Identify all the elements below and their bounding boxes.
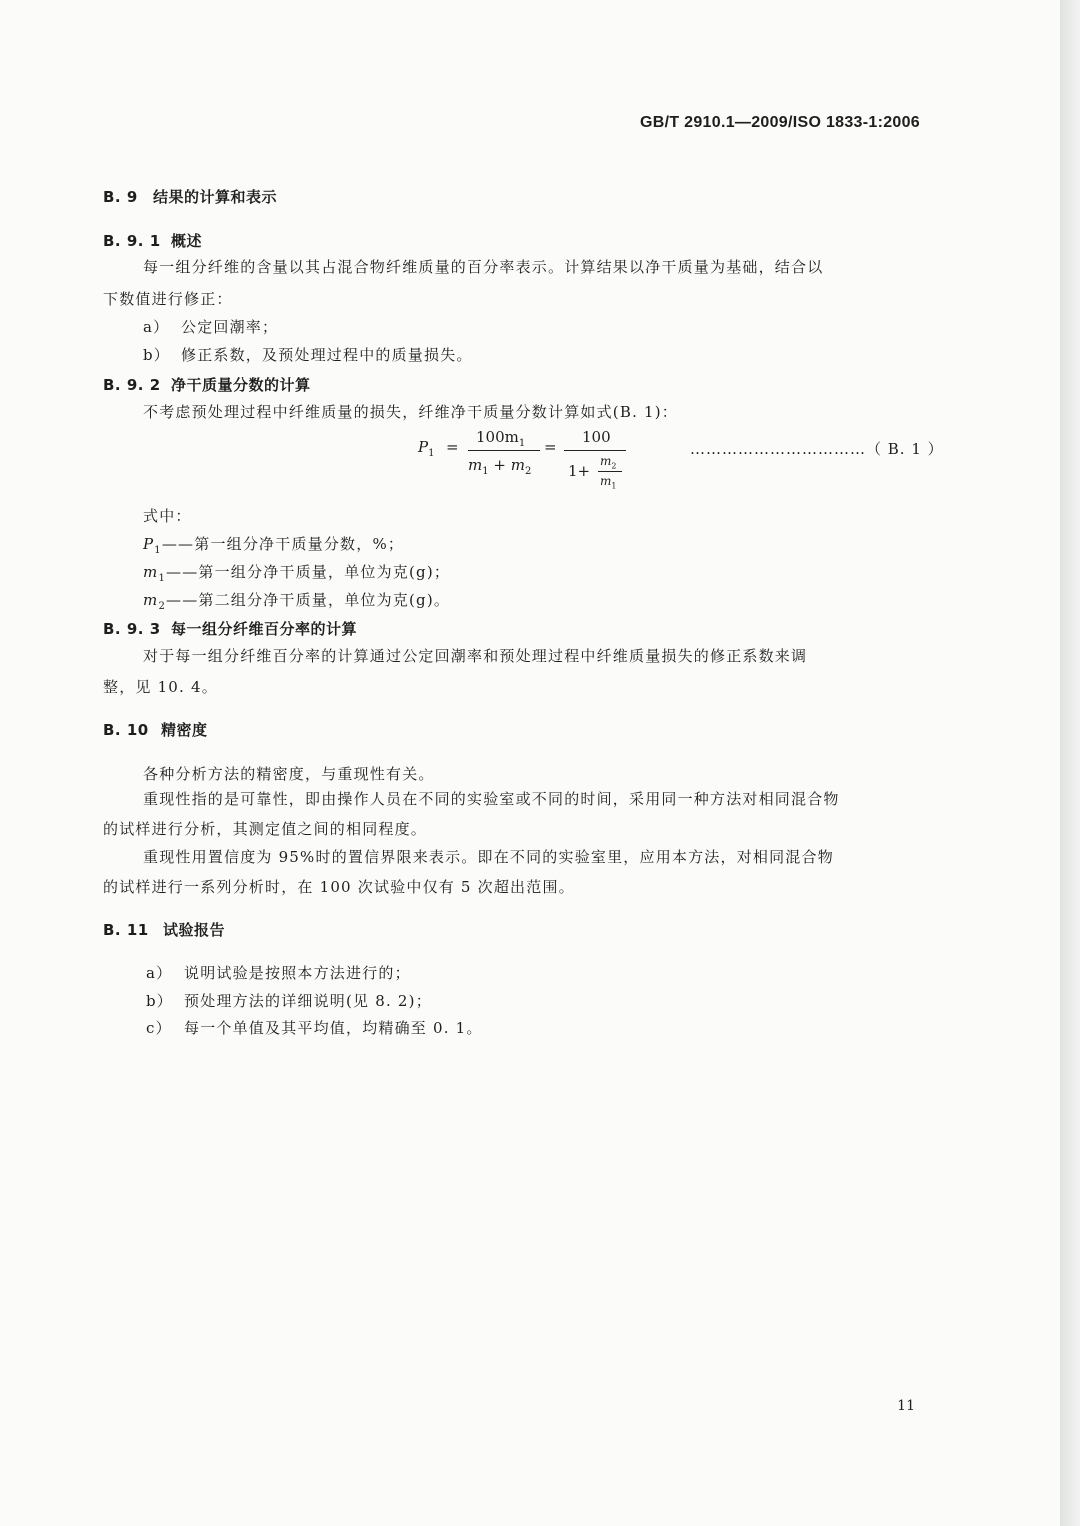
paragraph-line: 重现性用置信度为 95%时的置信界限来表示。即在不同的实验室里，应用本方法，对相同混合物 — [143, 848, 834, 866]
list-item — [143, 316, 278, 337]
paragraph-line: 的试样进行分析，其测定值之间的相同程度。 — [103, 820, 428, 838]
heading-b93 — [103, 618, 357, 639]
list-item — [143, 344, 473, 365]
equation-number: ……………………………（ B. 1 ） — [690, 440, 944, 458]
section-number: B. 9. 3 — [103, 620, 161, 638]
paragraph-line: 各种分析方法的精密度，与重现性有关。 — [143, 765, 435, 783]
section-title: 概述 — [171, 232, 203, 250]
fraction1-line — [468, 450, 540, 451]
heading-b9 — [103, 186, 277, 207]
fraction1-denominator: $m_1 + m_2$ — [468, 456, 532, 477]
list-label: a） — [143, 318, 170, 336]
variable-definition: $m_2——$第二组分净干质量，单位为克(g)。 — [143, 591, 451, 612]
list-label: b） — [146, 992, 174, 1010]
section-title: 试验报告 — [163, 921, 226, 939]
heading-b10 — [103, 719, 208, 740]
formula-b1 — [418, 424, 638, 494]
list-label: b） — [143, 346, 171, 364]
section-number: B. 9 — [103, 188, 138, 206]
list-text: 修正系数，及预处理过程中的质量损失。 — [181, 346, 473, 364]
heading-b11 — [103, 919, 225, 940]
section-number: B. 9. 1 — [103, 232, 161, 250]
page-edge — [1060, 0, 1080, 1526]
paragraph-line: 重现性指的是可靠性，即由操作人员在不同的实验室或不同的时间，采用同一种方法对相同混合物 — [143, 790, 840, 808]
list-item — [146, 990, 432, 1011]
section-number: B. 9. 2 — [103, 376, 161, 394]
section-title: 精密度 — [161, 721, 208, 739]
paragraph-line: 对于每一组分纤维百分率的计算通过公定回潮率和预处理过程中纤维质量损失的修正系数来调 — [143, 647, 808, 665]
heading-b92 — [103, 374, 311, 395]
fraction2-denominator-prefix: 1+ — [568, 462, 591, 480]
inner-denominator: $m_1$ — [600, 474, 617, 491]
standard-id: GB/T 2910.1—2009/ISO 1833-1:2006 — [640, 114, 920, 131]
paragraph-line: 下数值进行修正： — [103, 290, 233, 308]
list-text: 公定回潮率； — [181, 318, 279, 336]
variable-definition: $P_1——$第一组分净干质量分数，%； — [143, 535, 405, 556]
list-label: a） — [146, 964, 173, 982]
formula-lhs: $P_1$ — [418, 438, 435, 459]
section-title: 每一组分纤维百分率的计算 — [171, 620, 358, 638]
inner-fraction-line — [598, 471, 622, 472]
fraction2-numerator: 100 — [582, 428, 611, 446]
paragraph-line: 每一组分纤维的含量以其占混合物纤维质量的百分率表示。计算结果以净干质量为基础，结合以 — [143, 258, 824, 276]
where-label: 式中： — [143, 507, 192, 525]
inner-numerator: $m_2$ — [600, 454, 617, 471]
list-item — [146, 962, 411, 983]
list-text: 每一个单值及其平均值，均精确至 0. 1。 — [184, 1019, 483, 1037]
paragraph-line: 不考虑预处理过程中纤维质量的损失，纤维净干质量分数计算如式(B. 1)： — [143, 403, 679, 421]
formula-equals: = — [544, 438, 557, 456]
section-title: 净干质量分数的计算 — [171, 376, 311, 394]
section-number: B. 10 — [103, 721, 149, 739]
paragraph-line: 整，见 10. 4。 — [103, 678, 218, 696]
list-text: 说明试验是按照本方法进行的； — [184, 964, 411, 982]
variable-definition: $m_1——$第一组分净干质量，单位为克(g)； — [143, 563, 451, 584]
paragraph-line: 的试样进行一系列分析时，在 100 次试验中仅有 5 次超出范围。 — [103, 878, 575, 896]
section-title: 结果的计算和表示 — [153, 188, 278, 206]
section-number: B. 11 — [103, 921, 149, 939]
list-text: 预处理方法的详细说明(见 8. 2)； — [184, 992, 432, 1010]
list-item — [146, 1017, 483, 1038]
formula-equals: = — [446, 438, 459, 456]
page-number: 11 — [897, 1398, 915, 1414]
heading-b91 — [103, 230, 202, 251]
fraction2-line — [564, 450, 626, 451]
list-label: c） — [146, 1019, 172, 1037]
fraction1-numerator: $100m_1$ — [476, 428, 526, 449]
